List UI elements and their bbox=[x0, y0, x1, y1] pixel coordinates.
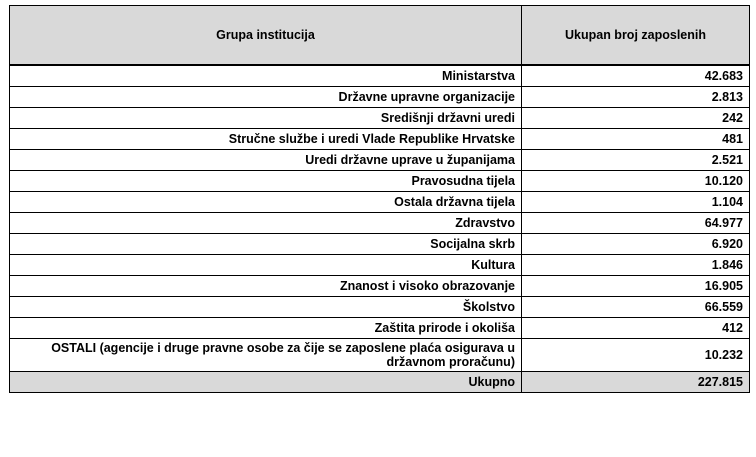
table-row bbox=[10, 171, 750, 192]
table-row bbox=[10, 192, 750, 213]
total-label: Ukupno bbox=[10, 372, 522, 393]
cell-count: 10.232 bbox=[522, 339, 750, 372]
cell-count: 412 bbox=[522, 318, 750, 339]
table-row bbox=[10, 108, 750, 129]
cell-count: 2.521 bbox=[522, 150, 750, 171]
header-count: Ukupan broj zaposlenih bbox=[522, 6, 750, 66]
employee-table bbox=[9, 5, 750, 393]
cell-group: Kultura bbox=[10, 255, 522, 276]
table-row bbox=[10, 129, 750, 150]
table-row bbox=[10, 255, 750, 276]
cell-count: 481 bbox=[522, 129, 750, 150]
cell-group: Školstvo bbox=[10, 297, 522, 318]
cell-count: 16.905 bbox=[522, 276, 750, 297]
cell-count: 1.846 bbox=[522, 255, 750, 276]
table-row bbox=[10, 276, 750, 297]
employee-table-container bbox=[9, 5, 749, 393]
table-row bbox=[10, 234, 750, 255]
table-header-row bbox=[10, 6, 750, 66]
cell-count: 66.559 bbox=[522, 297, 750, 318]
table-row bbox=[10, 318, 750, 339]
table-row bbox=[10, 213, 750, 234]
cell-group: Uredi državne uprave u županijama bbox=[10, 150, 522, 171]
cell-count: 6.920 bbox=[522, 234, 750, 255]
cell-group: Središnji državni uredi bbox=[10, 108, 522, 129]
cell-group: Znanost i visoko obrazovanje bbox=[10, 276, 522, 297]
table-row bbox=[10, 150, 750, 171]
table-row bbox=[10, 87, 750, 108]
table-row bbox=[10, 65, 750, 87]
cell-count: 64.977 bbox=[522, 213, 750, 234]
cell-group: Socijalna skrb bbox=[10, 234, 522, 255]
cell-group: Državne upravne organizacije bbox=[10, 87, 522, 108]
cell-group: Zaštita prirode i okoliša bbox=[10, 318, 522, 339]
cell-count: 42.683 bbox=[522, 65, 750, 87]
cell-count: 2.813 bbox=[522, 87, 750, 108]
header-group: Grupa institucija bbox=[10, 6, 522, 66]
cell-group: Zdravstvo bbox=[10, 213, 522, 234]
cell-group: Ostala državna tijela bbox=[10, 192, 522, 213]
cell-group: Stručne službe i uredi Vlade Republike Hrvatske bbox=[10, 129, 522, 150]
cell-group: Ministarstva bbox=[10, 65, 522, 87]
cell-count: 10.120 bbox=[522, 171, 750, 192]
cell-count: 242 bbox=[522, 108, 750, 129]
table-total-row bbox=[10, 372, 750, 393]
table-row bbox=[10, 297, 750, 318]
cell-count: 1.104 bbox=[522, 192, 750, 213]
table-row bbox=[10, 339, 750, 372]
cell-group: Pravosudna tijela bbox=[10, 171, 522, 192]
cell-group: OSTALI (agencije i druge pravne osobe za čije se zaposlene plaća osigurava u državnom proračunu) bbox=[10, 339, 522, 372]
total-count: 227.815 bbox=[522, 372, 750, 393]
